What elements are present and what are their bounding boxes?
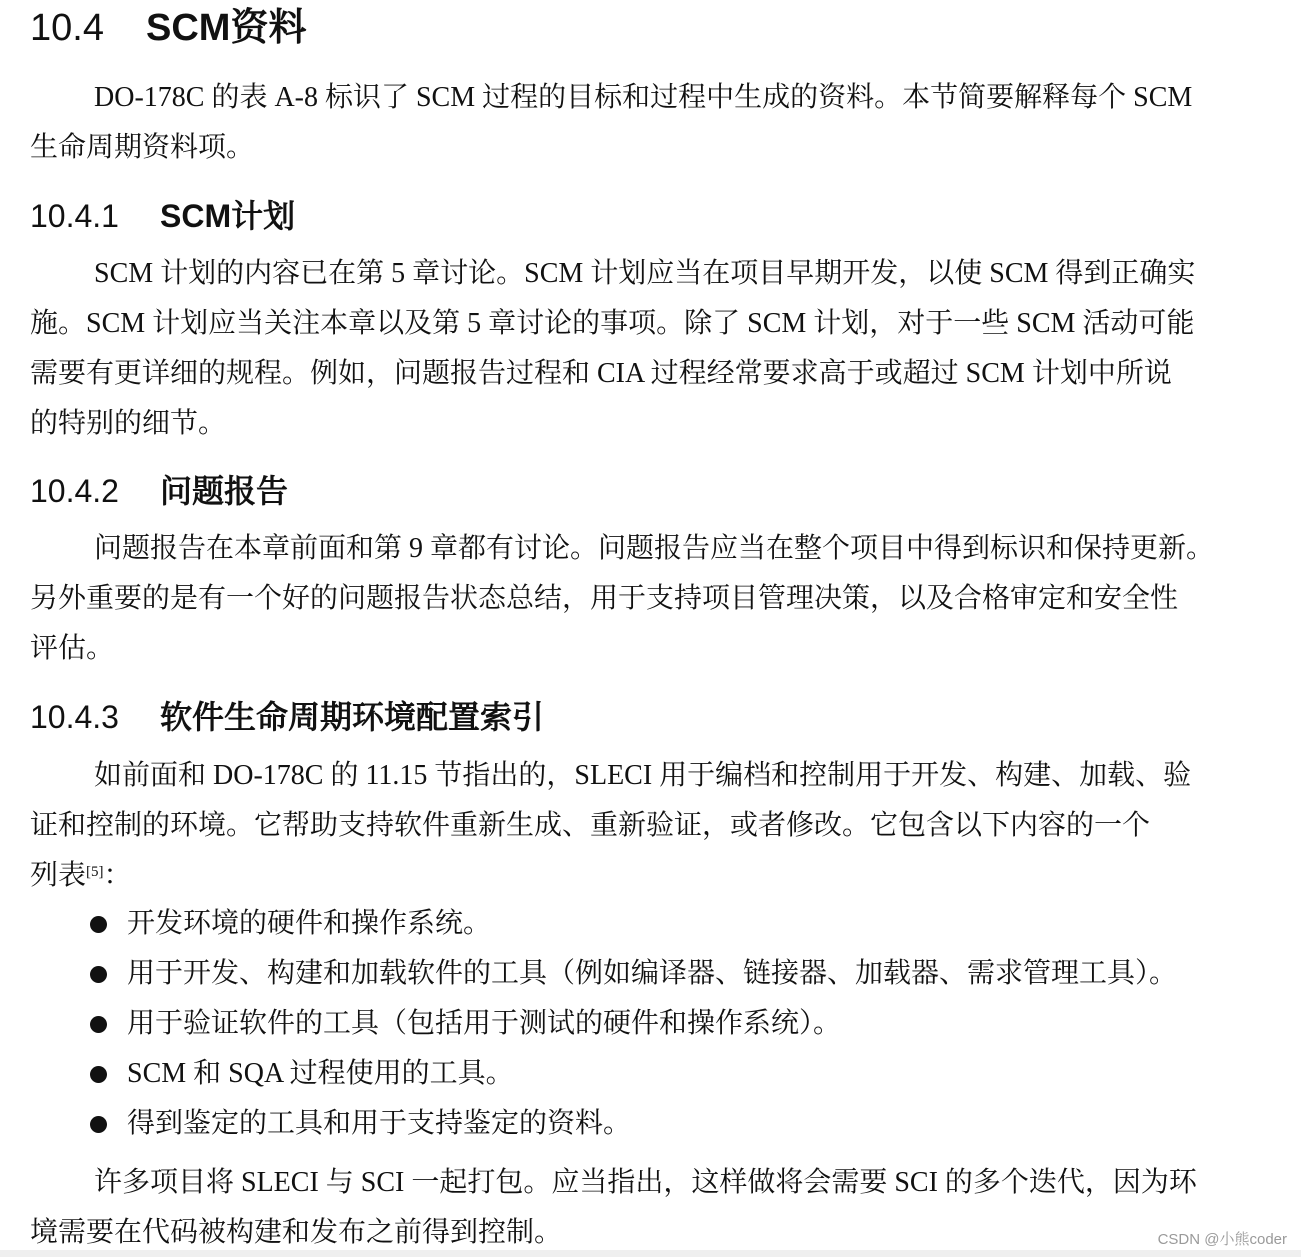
paragraph-line: 另外重要的是有一个好的问题报告状态总结，用于支持项目管理决策，以及合格审定和安全性 [30,583,1179,614]
closing-paragraph [30,1158,1280,1258]
scm-plan-paragraph [30,249,1280,449]
paragraph-line: 评估。 [30,633,115,664]
list-item: 得到鉴定的工具和用于支持鉴定的资料。 [90,1099,1177,1149]
subsection-heading-problem-reports [30,471,288,511]
paragraph-line: 需要有更详细的规程。例如，问题报告过程和 CIA 过程经常要求高于或超过 SCM 计划中所说 [30,358,1172,389]
bottom-margin-strip [0,1250,1301,1257]
subsection-title: 软件生命周期环境配置索引 [160,699,545,735]
paragraph-line: 证和控制的环境。它帮助支持软件重新生成、重新验证，或者修改。它包含以下内容的一个 [30,810,1151,841]
paragraph-line: 生命周期资料项。 [30,132,255,163]
bullet-icon [90,1016,107,1033]
paragraph-line: 境需要在代码被构建和发布之前得到控制。 [30,1217,563,1248]
subsection-title: SCM计划 [160,198,296,234]
subsection-heading-sleci [30,697,544,737]
subsection-title: 问题报告 [160,473,289,509]
problem-reports-paragraph [30,524,1280,674]
paragraph-line: 问题报告在本章前面和第 9 章都有讨论。问题报告应当在整个项目中得到标识和保持更新。 [94,533,1215,564]
list-item: 用于验证软件的工具（包括用于测试的硬件和操作系统）。 [90,999,1177,1049]
paragraph-line: 列表[5]： [30,860,132,891]
citation-reference[interactable]: [5] [86,864,104,880]
csdn-watermark: CSDN @小熊coder [1157,1231,1287,1248]
paragraph-line: 的特别的细节。 [30,408,227,439]
paragraph-line: 许多项目将 SLECI 与 SCI 一起打包。应当指出，这样做将会需要 SCI 的多个迭代，因为环 [94,1167,1197,1198]
bullet-icon [90,1116,107,1133]
bullet-icon [90,966,107,983]
paragraph-line: SCM 计划的内容已在第 5 章讨论。SCM 计划应当在项目早期开发，以使 SCM 得到正确实 [94,258,1196,289]
section-number: 10.4 [30,7,104,49]
paragraph-line: 如前面和 DO-178C 的 11.15 节指出的，SLECI 用于编档和控制用于开发、构建、加载、验 [94,760,1192,791]
paragraph-line: DO-178C 的表 A-8 标识了 SCM 过程的目标和过程中生成的资料。本节简要解释每个 SCM [94,82,1193,113]
subsection-heading-scm-plan [30,196,295,236]
bullet-icon [90,1066,107,1083]
section-title: SCM资料 [146,7,307,49]
list-item: SCM 和 SQA 过程使用的工具。 [90,1049,1177,1099]
sleci-paragraph [30,751,1280,901]
section-heading [30,6,306,50]
list-item: 开发环境的硬件和操作系统。 [90,899,1177,949]
subsection-number: 10.4.1 [30,198,119,234]
list-item: 用于开发、构建和加载软件的工具（例如编译器、链接器、加载器、需求管理工具）。 [90,949,1177,999]
sleci-contents-list [90,899,1177,1149]
bullet-icon [90,916,107,933]
subsection-number: 10.4.3 [30,699,119,735]
subsection-number: 10.4.2 [30,473,119,509]
section-intro-paragraph [30,73,1280,173]
paragraph-line: 施。SCM 计划应当关注本章以及第 5 章讨论的事项。除了 SCM 计划，对于一些 SCM 活动可能 [30,308,1195,339]
